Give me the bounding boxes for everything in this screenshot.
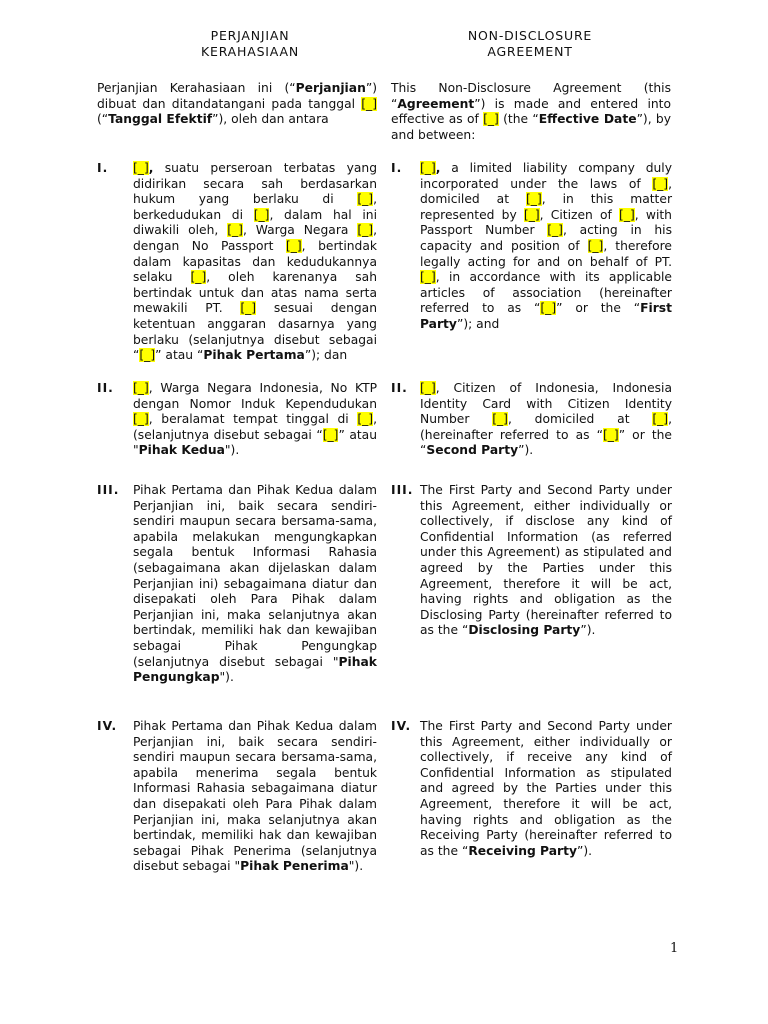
- text-segment: ” atau ": [133, 427, 378, 458]
- text-segment: ”).: [576, 843, 593, 858]
- text-segment: ” or the “: [556, 301, 641, 316]
- blank-field: [_]: [602, 427, 619, 442]
- text-segment: ”), oleh dan antara: [212, 112, 329, 127]
- text-segment: , (selanjutnya disebut sebagai “: [133, 412, 377, 442]
- bold-text: Second Party: [426, 443, 519, 458]
- blank-field: [_]: [526, 192, 542, 207]
- text-segment: (“: [97, 112, 109, 127]
- blank-field: [_]: [652, 176, 669, 191]
- text-segment: ”).: [518, 443, 534, 458]
- title-line: NON-DISCLOSURE: [467, 28, 593, 43]
- text-segment: , Warga Negara Indonesia, No KTP dengan Nomor Induk Kependudukan: [133, 381, 377, 411]
- text-segment: , therefore legally acting for and on behalf of PT.: [420, 238, 672, 269]
- clause-number: IV.: [97, 719, 118, 733]
- title-line: AGREEMENT: [487, 44, 573, 59]
- bold-text: Effective Date: [538, 112, 637, 127]
- title-indonesian: [150, 28, 350, 60]
- text-segment: , in accordance with its applicable articles of association (hereinafter referred to as “: [420, 270, 672, 316]
- text-segment: , oleh karenanya sah bertindak untuk dan atas nama serta mewakili PT.: [133, 270, 377, 316]
- blank-field: [_]: [285, 238, 302, 253]
- text-segment: ” atau “: [155, 348, 204, 363]
- text-segment: ").: [219, 670, 234, 685]
- text-segment: , acting in his capacity and position of: [420, 223, 672, 253]
- blank-field: [_]: [652, 412, 669, 427]
- blank-field: [_]: [240, 301, 257, 316]
- text-segment: , bertindak dalam kapasitas dan kedudukannya selaku: [133, 238, 377, 285]
- text-segment: , dengan No Passport: [133, 223, 377, 253]
- blank-field: [_]: [190, 270, 207, 285]
- blank-field: [_]: [420, 270, 436, 285]
- text-segment: (the “: [498, 112, 539, 127]
- text-segment: Perjanjian Kerahasiaan ini (“: [97, 81, 296, 95]
- text-segment: , berkedudukan di: [133, 192, 377, 222]
- blank-field: [_]: [133, 381, 149, 395]
- text-segment: This Non-Disclosure Agreement (this “: [391, 81, 671, 111]
- text-segment: , Warga Negara: [242, 223, 358, 238]
- text-segment: Pihak Pertama dan Pihak Kedua dalam Perjanjian ini, baik secara sendiri-sendiri maupun secara bersama-sama, apabila menerima segala bentuk Informasi Rahasia sebagaimana diatur dan disepakati oleh Para Pihak dalam Perjanjian ini, maka selanjutnya akan bertindak, memiliki hak dan kewajiban sebagai Pihak Penerima (selanjutnya disebut sebagai ": [133, 719, 377, 874]
- text-segment: ” or the “: [420, 427, 673, 458]
- clause-number: I.: [391, 161, 403, 175]
- blank-field: [_]: [420, 161, 436, 175]
- clause-number: III.: [97, 483, 120, 497]
- clause-1-indonesian: [133, 161, 377, 364]
- blank-field: [_]: [540, 301, 557, 316]
- clause-4-indonesian: [133, 719, 377, 875]
- clause-number: II.: [391, 381, 408, 395]
- bold-text: Agreement: [397, 96, 475, 111]
- bold-text: Pihak Pertama: [203, 348, 305, 363]
- clause-3-indonesian: [133, 483, 377, 686]
- blank-field: [_]: [133, 412, 149, 427]
- bold-text: First Party: [420, 301, 672, 331]
- text-segment: ”); and: [456, 316, 500, 331]
- text-segment: , Citizen of: [539, 207, 620, 222]
- text-segment: , with Passport Number: [420, 207, 672, 238]
- blank-field: [_]: [227, 223, 243, 238]
- blank-field: [_]: [523, 207, 540, 222]
- blank-field: [_]: [420, 381, 436, 395]
- text-segment: a limited liability company duly incorporated under the laws of: [420, 161, 672, 191]
- text-segment: The First Party and Second Party under this Agreement, either individually or collectively, if disclose any kind of Confidential Information (as referred under this Agreement) as stipulated and agreed by the Parties under this Agreement, therefore it will be act, having rights and obligation as the Disclosing Party (hereinafter referred to as the “: [420, 483, 672, 638]
- text-segment: The First Party and Second Party under this Agreement, either individually or collectively, if receive any kind of Confidential Information as stipulated and agreed by the Parties under this Agreement, therefore it will be act, having rights and obligation as the Receiving Party (hereinafter referred to as the “: [420, 719, 672, 858]
- intro-english: [391, 81, 671, 143]
- text-segment: , (hereinafter referred to as “: [420, 412, 672, 442]
- title-english: [430, 28, 630, 60]
- blank-field: [_]: [483, 112, 499, 127]
- blank-field: [_]: [619, 207, 635, 222]
- bold-text: Pihak Penerima: [240, 859, 349, 874]
- text-segment: ”).: [580, 623, 596, 638]
- bold-text: ,: [435, 161, 441, 175]
- bold-text: Pihak Kedua: [138, 443, 225, 458]
- text-segment: ”) dibuat dan ditandatangani pada tanggal: [97, 81, 377, 111]
- clause-2-english: [420, 381, 672, 459]
- text-segment: ”), by and between:: [391, 112, 671, 142]
- clause-2-indonesian: [133, 381, 377, 459]
- text-segment: ”); dan: [304, 348, 348, 363]
- blank-field: [_]: [492, 412, 508, 427]
- blank-field: [_]: [547, 223, 563, 238]
- text-segment: , domiciled at: [507, 412, 653, 427]
- intro-indonesian: [97, 81, 377, 128]
- page-number: 1: [670, 941, 679, 956]
- clause-1-english: [420, 161, 672, 333]
- text-segment: Pihak Pertama dan Pihak Kedua dalam Perjanjian ini, baik secara sendiri-sendiri maupun secara bersama-sama, apabila melakukan mengungkapkan segala bentuk Informasi Rahasia (sebagaimana akan dijelaskan dalam Perjanjian ini) sebagaimana diatur dan disepakati oleh Para Pihak dalam Perjanjian ini, maka selanjutnya akan bertindak, memiliki hak dan kewajiban sebagai Pihak Pengungkap (selanjutnya disebut sebagai ": [133, 483, 377, 669]
- text-segment: , beralamat tempat tinggal di: [148, 412, 358, 427]
- bold-text: ,: [148, 161, 154, 175]
- text-segment: , Citizen of Indonesia, Indonesia Identity Card with Citizen Identity Number: [420, 381, 672, 427]
- blank-field: [_]: [587, 238, 604, 253]
- clause-3-english: [420, 483, 672, 639]
- blank-field: [_]: [139, 348, 156, 363]
- bold-text: Pihak Pengungkap: [133, 654, 377, 685]
- blank-field: [_]: [357, 412, 374, 427]
- blank-field: [_]: [361, 96, 377, 111]
- title-line: PERJANJIAN: [210, 28, 290, 43]
- clause-number: II.: [97, 381, 114, 395]
- bold-text: Tanggal Efektif: [108, 112, 213, 127]
- title-line: KERAHASIAAN: [201, 44, 299, 59]
- text-segment: , dalam hal ini diwakili oleh,: [133, 207, 378, 238]
- blank-field: [_]: [133, 161, 149, 175]
- blank-field: [_]: [357, 192, 374, 207]
- bold-text: Receiving Party: [468, 843, 577, 858]
- text-segment: , domiciled at: [420, 176, 672, 207]
- clause-4-english: [420, 719, 672, 859]
- text-segment: ").: [348, 859, 364, 874]
- bold-text: Disclosing Party: [468, 623, 581, 638]
- text-segment: ”) is made and entered into effective as of: [391, 96, 671, 127]
- text-segment: sesuai dengan ketentuan anggaran dasarnya yang berlaku (selanjutnya disebut sebagai “: [133, 301, 377, 363]
- bold-text: Perjanjian: [295, 81, 366, 95]
- blank-field: [_]: [357, 223, 374, 238]
- text-segment: ").: [224, 443, 240, 458]
- blank-field: [_]: [253, 207, 270, 222]
- clause-number: III.: [391, 483, 414, 497]
- clause-number: IV.: [391, 719, 412, 733]
- text-segment: suatu perseroan terbatas yang didirikan secara sah berdasarkan hukum yang berlaku di: [133, 161, 377, 207]
- text-segment: , in this matter represented by: [420, 192, 672, 222]
- blank-field: [_]: [322, 427, 339, 442]
- clause-number: I.: [97, 161, 109, 175]
